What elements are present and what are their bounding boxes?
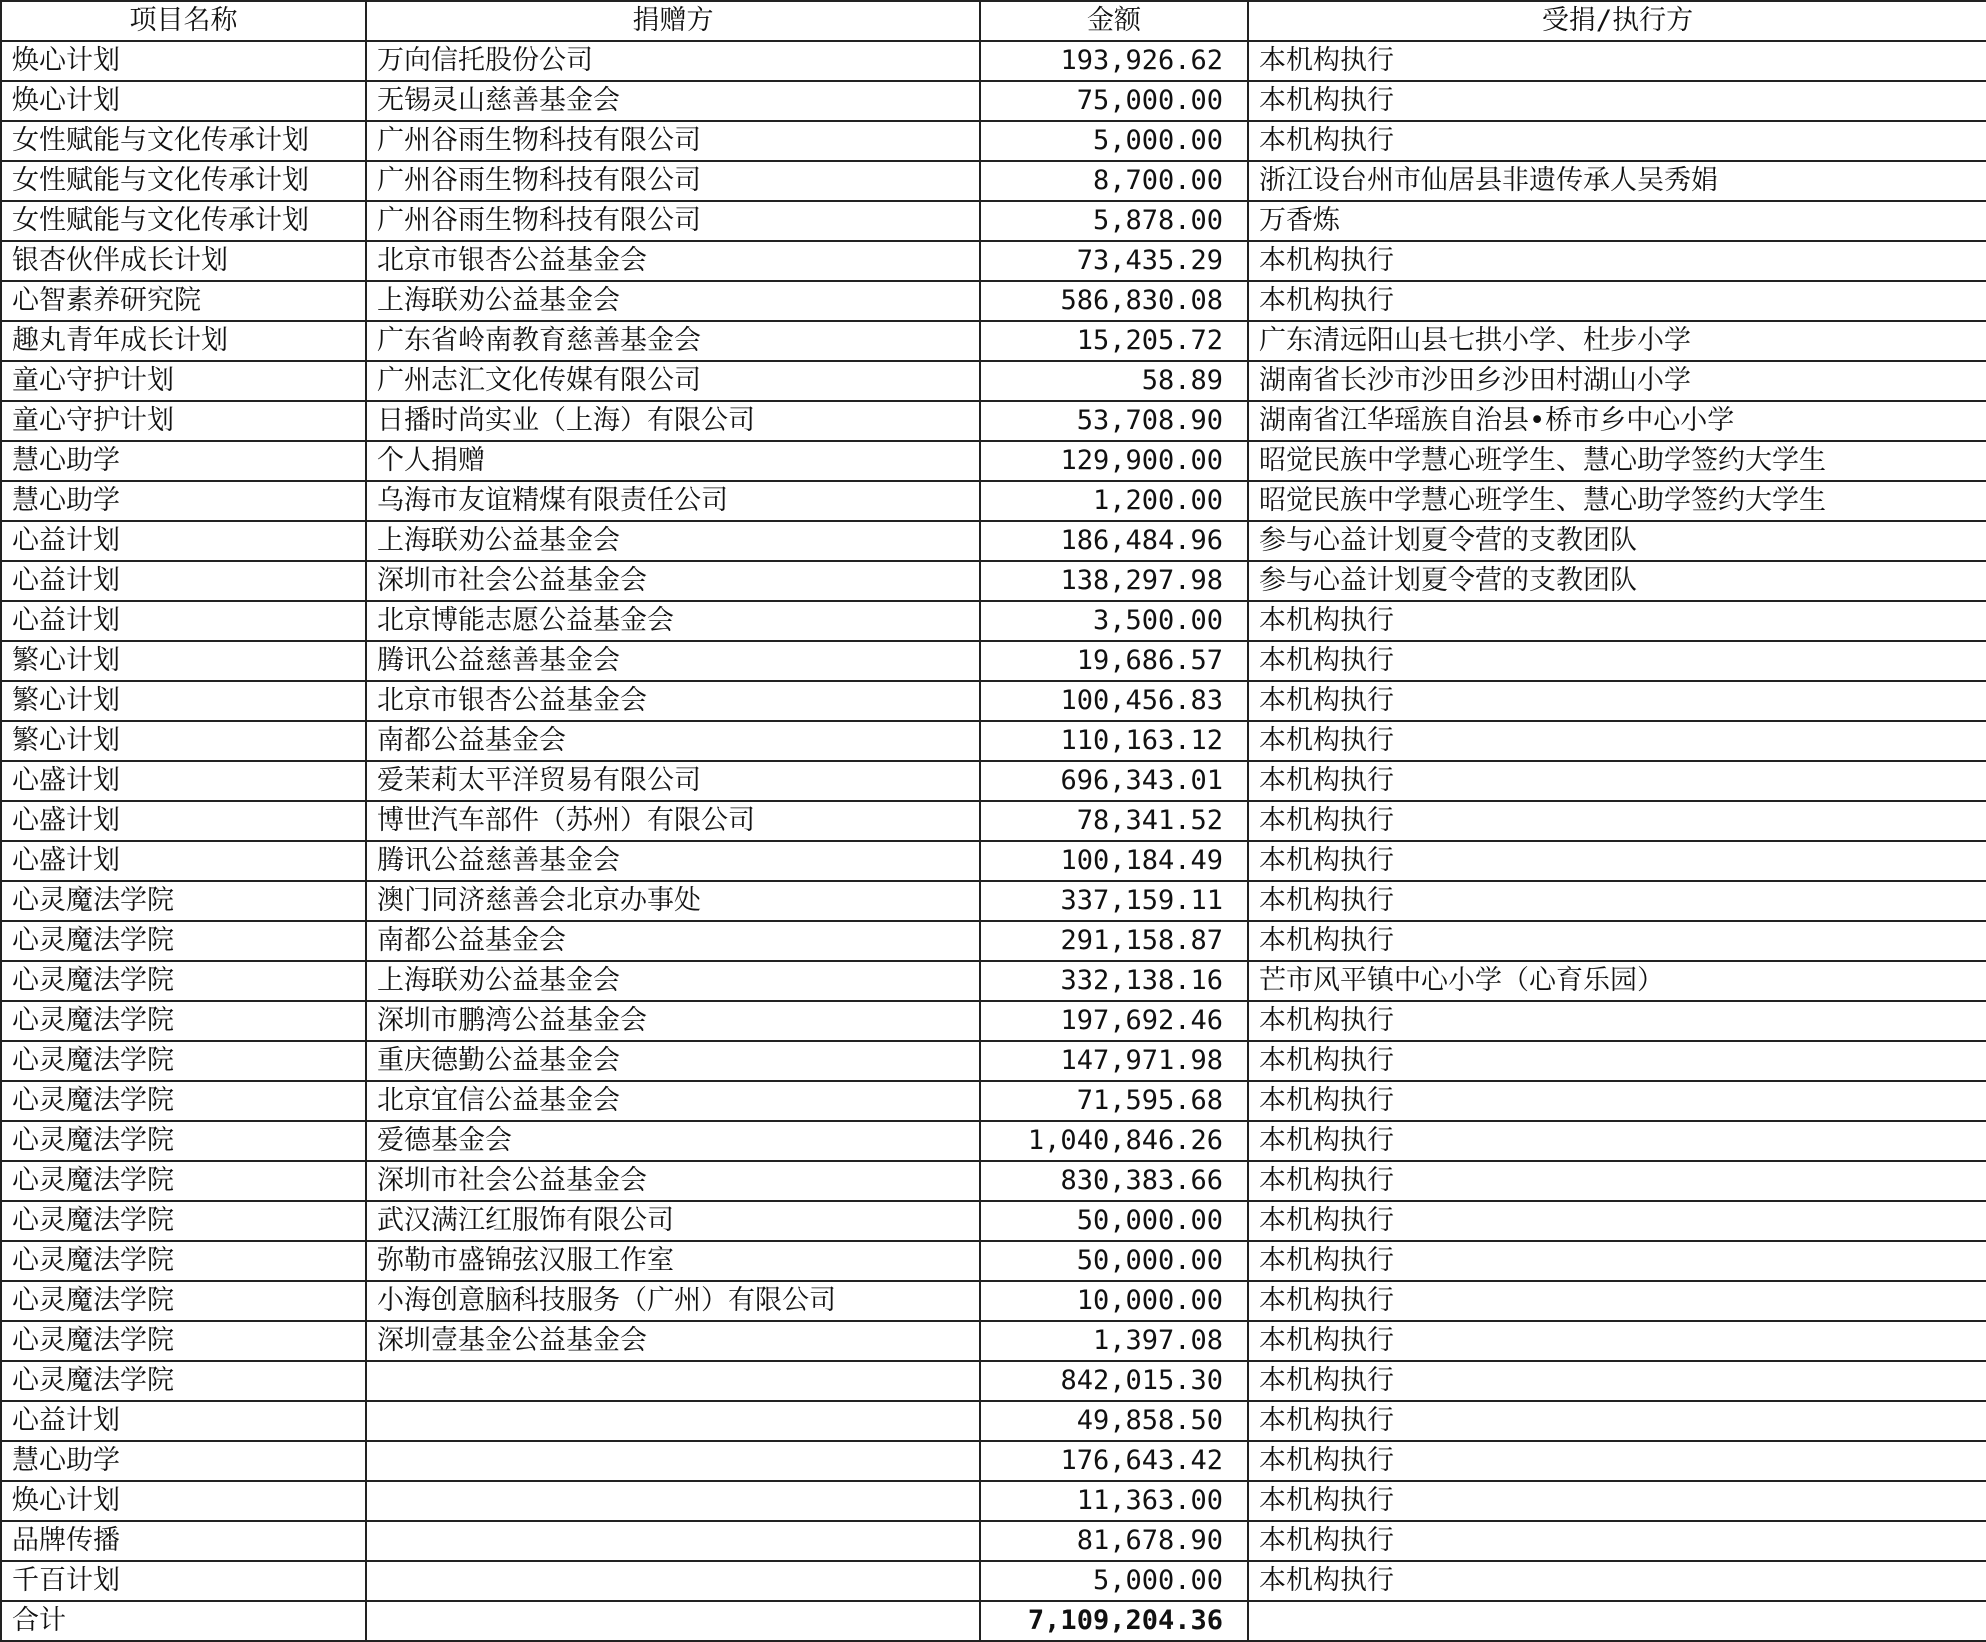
recipient-cell: 芒市风平镇中心小学（心育乐园）	[1248, 961, 1986, 1001]
amount-cell: 75,000.00	[980, 81, 1248, 121]
table-row	[1, 1321, 1986, 1361]
donor-cell: 小海创意脑科技服务（广州）有限公司	[366, 1281, 980, 1321]
header-amount: 金额	[980, 1, 1248, 41]
recipient-cell: 本机构执行	[1248, 1081, 1986, 1121]
recipient-cell: 本机构执行	[1248, 121, 1986, 161]
amount-cell: 100,184.49	[980, 841, 1248, 881]
table-row	[1, 801, 1986, 841]
donor-cell: 弥勒市盛锦弦汉服工作室	[366, 1241, 980, 1281]
amount-cell: 291,158.87	[980, 921, 1248, 961]
recipient-cell: 本机构执行	[1248, 1041, 1986, 1081]
amount-cell: 193,926.62	[980, 41, 1248, 81]
project-name-cell: 女性赋能与文化传承计划	[1, 121, 366, 161]
table-row	[1, 1241, 1986, 1281]
donor-cell: 爱茉莉太平洋贸易有限公司	[366, 761, 980, 801]
recipient-cell: 本机构执行	[1248, 601, 1986, 641]
table-row	[1, 1481, 1986, 1521]
recipient-cell: 本机构执行	[1248, 81, 1986, 121]
amount-cell: 337,159.11	[980, 881, 1248, 921]
project-name-cell: 童心守护计划	[1, 361, 366, 401]
table-row	[1, 721, 1986, 761]
recipient-cell: 本机构执行	[1248, 41, 1986, 81]
project-name-cell: 心灵魔法学院	[1, 1041, 366, 1081]
donor-cell: 乌海市友谊精煤有限责任公司	[366, 481, 980, 521]
total-donor-cell	[366, 1601, 980, 1641]
table-row	[1, 401, 1986, 441]
amount-cell: 197,692.46	[980, 1001, 1248, 1041]
amount-cell: 176,643.42	[980, 1441, 1248, 1481]
project-name-cell: 心灵魔法学院	[1, 921, 366, 961]
table-row	[1, 41, 1986, 81]
table-row	[1, 1521, 1986, 1561]
project-name-cell: 心灵魔法学院	[1, 1361, 366, 1401]
amount-cell: 830,383.66	[980, 1161, 1248, 1201]
amount-cell: 147,971.98	[980, 1041, 1248, 1081]
project-name-cell: 心灵魔法学院	[1, 881, 366, 921]
recipient-cell: 万香炼	[1248, 201, 1986, 241]
donor-cell: 上海联劝公益基金会	[366, 961, 980, 1001]
amount-cell: 1,200.00	[980, 481, 1248, 521]
recipient-cell: 本机构执行	[1248, 1241, 1986, 1281]
project-name-cell: 女性赋能与文化传承计划	[1, 201, 366, 241]
project-name-cell: 心灵魔法学院	[1, 1201, 366, 1241]
table-row	[1, 681, 1986, 721]
recipient-cell: 参与心益计划夏令营的支教团队	[1248, 561, 1986, 601]
table-row	[1, 321, 1986, 361]
table-row	[1, 561, 1986, 601]
project-name-cell: 千百计划	[1, 1561, 366, 1601]
donor-cell: 广州志汇文化传媒有限公司	[366, 361, 980, 401]
header-recipient: 受捐/执行方	[1248, 1, 1986, 41]
amount-cell: 81,678.90	[980, 1521, 1248, 1561]
donor-cell: 南都公益基金会	[366, 721, 980, 761]
table-row	[1, 641, 1986, 681]
donor-cell: 北京市银杏公益基金会	[366, 681, 980, 721]
project-name-cell: 心灵魔法学院	[1, 1281, 366, 1321]
amount-cell: 19,686.57	[980, 641, 1248, 681]
project-name-cell: 繁心计划	[1, 681, 366, 721]
amount-cell: 3,500.00	[980, 601, 1248, 641]
table-body	[1, 41, 1986, 1601]
donor-cell: 无锡灵山慈善基金会	[366, 81, 980, 121]
project-name-cell: 心灵魔法学院	[1, 1321, 366, 1361]
amount-cell: 110,163.12	[980, 721, 1248, 761]
donor-cell: 博世汽车部件（苏州）有限公司	[366, 801, 980, 841]
table-row	[1, 201, 1986, 241]
table-row	[1, 441, 1986, 481]
donor-cell: 深圳壹基金公益基金会	[366, 1321, 980, 1361]
amount-cell: 1,040,846.26	[980, 1121, 1248, 1161]
amount-cell: 842,015.30	[980, 1361, 1248, 1401]
project-name-cell: 心益计划	[1, 601, 366, 641]
donor-cell: 武汉满江红服饰有限公司	[366, 1201, 980, 1241]
donor-cell: 广州谷雨生物科技有限公司	[366, 161, 980, 201]
donor-cell	[366, 1401, 980, 1441]
donor-cell: 腾讯公益慈善基金会	[366, 641, 980, 681]
donor-cell: 腾讯公益慈善基金会	[366, 841, 980, 881]
table-row	[1, 1121, 1986, 1161]
project-name-cell: 品牌传播	[1, 1521, 366, 1561]
donor-cell: 深圳市社会公益基金会	[366, 1161, 980, 1201]
recipient-cell: 本机构执行	[1248, 841, 1986, 881]
recipient-cell: 本机构执行	[1248, 641, 1986, 681]
donor-cell: 北京博能志愿公益基金会	[366, 601, 980, 641]
project-name-cell: 心盛计划	[1, 801, 366, 841]
project-name-cell: 心盛计划	[1, 841, 366, 881]
project-name-cell: 繁心计划	[1, 641, 366, 681]
recipient-cell: 本机构执行	[1248, 1521, 1986, 1561]
donor-cell: 万向信托股份公司	[366, 41, 980, 81]
table-row	[1, 1361, 1986, 1401]
project-name-cell: 焕心计划	[1, 1481, 366, 1521]
donor-cell	[366, 1481, 980, 1521]
table-row	[1, 1001, 1986, 1041]
donor-cell: 北京宜信公益基金会	[366, 1081, 980, 1121]
recipient-cell: 本机构执行	[1248, 1161, 1986, 1201]
amount-cell: 50,000.00	[980, 1201, 1248, 1241]
donor-cell: 重庆德勤公益基金会	[366, 1041, 980, 1081]
amount-cell: 5,878.00	[980, 201, 1248, 241]
donor-cell: 广东省岭南教育慈善基金会	[366, 321, 980, 361]
table-row	[1, 481, 1986, 521]
amount-cell: 8,700.00	[980, 161, 1248, 201]
total-amount: 7,109,204.36	[980, 1601, 1248, 1641]
table-row	[1, 1081, 1986, 1121]
project-name-cell: 趣丸青年成长计划	[1, 321, 366, 361]
amount-cell: 10,000.00	[980, 1281, 1248, 1321]
table-row	[1, 1281, 1986, 1321]
project-name-cell: 心盛计划	[1, 761, 366, 801]
project-name-cell: 慧心助学	[1, 1441, 366, 1481]
recipient-cell: 昭觉民族中学慧心班学生、慧心助学签约大学生	[1248, 481, 1986, 521]
table-row	[1, 961, 1986, 1001]
table-row	[1, 161, 1986, 201]
donor-cell: 北京市银杏公益基金会	[366, 241, 980, 281]
donor-cell: 日播时尚实业（上海）有限公司	[366, 401, 980, 441]
recipient-cell: 本机构执行	[1248, 1201, 1986, 1241]
amount-cell: 186,484.96	[980, 521, 1248, 561]
project-name-cell: 心益计划	[1, 1401, 366, 1441]
amount-cell: 58.89	[980, 361, 1248, 401]
recipient-cell: 湖南省江华瑶族自治县•桥市乡中心小学	[1248, 401, 1986, 441]
donor-cell: 澳门同济慈善会北京办事处	[366, 881, 980, 921]
project-name-cell: 焕心计划	[1, 81, 366, 121]
donor-cell: 上海联劝公益基金会	[366, 521, 980, 561]
recipient-cell: 本机构执行	[1248, 281, 1986, 321]
recipient-cell: 本机构执行	[1248, 681, 1986, 721]
recipient-cell: 昭觉民族中学慧心班学生、慧心助学签约大学生	[1248, 441, 1986, 481]
donor-cell: 上海联劝公益基金会	[366, 281, 980, 321]
project-name-cell: 女性赋能与文化传承计划	[1, 161, 366, 201]
amount-cell: 332,138.16	[980, 961, 1248, 1001]
table-row	[1, 881, 1986, 921]
recipient-cell: 广东清远阳山县七拱小学、杜步小学	[1248, 321, 1986, 361]
recipient-cell: 本机构执行	[1248, 1481, 1986, 1521]
donor-cell: 个人捐赠	[366, 441, 980, 481]
amount-cell: 49,858.50	[980, 1401, 1248, 1441]
project-name-cell: 心益计划	[1, 521, 366, 561]
amount-cell: 78,341.52	[980, 801, 1248, 841]
donor-cell: 广州谷雨生物科技有限公司	[366, 121, 980, 161]
table-row	[1, 1561, 1986, 1601]
amount-cell: 1,397.08	[980, 1321, 1248, 1361]
amount-cell: 129,900.00	[980, 441, 1248, 481]
total-recipient-cell	[1248, 1601, 1986, 1641]
donor-cell	[366, 1561, 980, 1601]
amount-cell: 50,000.00	[980, 1241, 1248, 1281]
amount-cell: 100,456.83	[980, 681, 1248, 721]
project-name-cell: 慧心助学	[1, 481, 366, 521]
table-row	[1, 241, 1986, 281]
recipient-cell: 本机构执行	[1248, 1281, 1986, 1321]
recipient-cell: 湖南省长沙市沙田乡沙田村湖山小学	[1248, 361, 1986, 401]
project-name-cell: 银杏伙伴成长计划	[1, 241, 366, 281]
table-row	[1, 1041, 1986, 1081]
recipient-cell: 本机构执行	[1248, 1321, 1986, 1361]
project-name-cell: 心灵魔法学院	[1, 1121, 366, 1161]
project-name-cell: 心灵魔法学院	[1, 1081, 366, 1121]
recipient-cell: 参与心益计划夏令营的支教团队	[1248, 521, 1986, 561]
header-row	[1, 1, 1986, 41]
table-row	[1, 281, 1986, 321]
amount-cell: 15,205.72	[980, 321, 1248, 361]
project-name-cell: 心灵魔法学院	[1, 1241, 366, 1281]
project-name-cell: 心智素养研究院	[1, 281, 366, 321]
table-row	[1, 521, 1986, 561]
recipient-cell: 浙江设台州市仙居县非遗传承人吴秀娟	[1248, 161, 1986, 201]
recipient-cell: 本机构执行	[1248, 1561, 1986, 1601]
project-name-cell: 心益计划	[1, 561, 366, 601]
table-row	[1, 761, 1986, 801]
header-project-name: 项目名称	[1, 1, 366, 41]
table-row	[1, 921, 1986, 961]
project-name-cell: 心灵魔法学院	[1, 961, 366, 1001]
donor-cell	[366, 1521, 980, 1561]
donor-cell: 南都公益基金会	[366, 921, 980, 961]
amount-cell: 73,435.29	[980, 241, 1248, 281]
table-row	[1, 1441, 1986, 1481]
table-row	[1, 121, 1986, 161]
amount-cell: 586,830.08	[980, 281, 1248, 321]
amount-cell: 696,343.01	[980, 761, 1248, 801]
table-row	[1, 601, 1986, 641]
total-label: 合计	[1, 1601, 366, 1641]
donor-cell	[366, 1441, 980, 1481]
recipient-cell: 本机构执行	[1248, 241, 1986, 281]
table-row	[1, 361, 1986, 401]
project-name-cell: 慧心助学	[1, 441, 366, 481]
amount-cell: 5,000.00	[980, 1561, 1248, 1601]
amount-cell: 5,000.00	[980, 121, 1248, 161]
recipient-cell: 本机构执行	[1248, 881, 1986, 921]
project-name-cell: 焕心计划	[1, 41, 366, 81]
amount-cell: 138,297.98	[980, 561, 1248, 601]
table-row	[1, 1401, 1986, 1441]
donor-cell: 深圳市鹏湾公益基金会	[366, 1001, 980, 1041]
project-name-cell: 心灵魔法学院	[1, 1161, 366, 1201]
project-name-cell: 童心守护计划	[1, 401, 366, 441]
recipient-cell: 本机构执行	[1248, 921, 1986, 961]
table-row	[1, 841, 1986, 881]
recipient-cell: 本机构执行	[1248, 801, 1986, 841]
donor-cell: 广州谷雨生物科技有限公司	[366, 201, 980, 241]
donor-cell: 爱德基金会	[366, 1121, 980, 1161]
header-donor: 捐赠方	[366, 1, 980, 41]
donor-cell: 深圳市社会公益基金会	[366, 561, 980, 601]
amount-cell: 11,363.00	[980, 1481, 1248, 1521]
table-row	[1, 1201, 1986, 1241]
total-row	[1, 1601, 1986, 1641]
table-row	[1, 1161, 1986, 1201]
recipient-cell: 本机构执行	[1248, 1121, 1986, 1161]
donor-cell	[366, 1361, 980, 1401]
recipient-cell: 本机构执行	[1248, 1361, 1986, 1401]
amount-cell: 53,708.90	[980, 401, 1248, 441]
project-name-cell: 心灵魔法学院	[1, 1001, 366, 1041]
amount-cell: 71,595.68	[980, 1081, 1248, 1121]
recipient-cell: 本机构执行	[1248, 1001, 1986, 1041]
table-row	[1, 81, 1986, 121]
recipient-cell: 本机构执行	[1248, 721, 1986, 761]
recipient-cell: 本机构执行	[1248, 1401, 1986, 1441]
project-name-cell: 繁心计划	[1, 721, 366, 761]
recipient-cell: 本机构执行	[1248, 761, 1986, 801]
recipient-cell: 本机构执行	[1248, 1441, 1986, 1481]
